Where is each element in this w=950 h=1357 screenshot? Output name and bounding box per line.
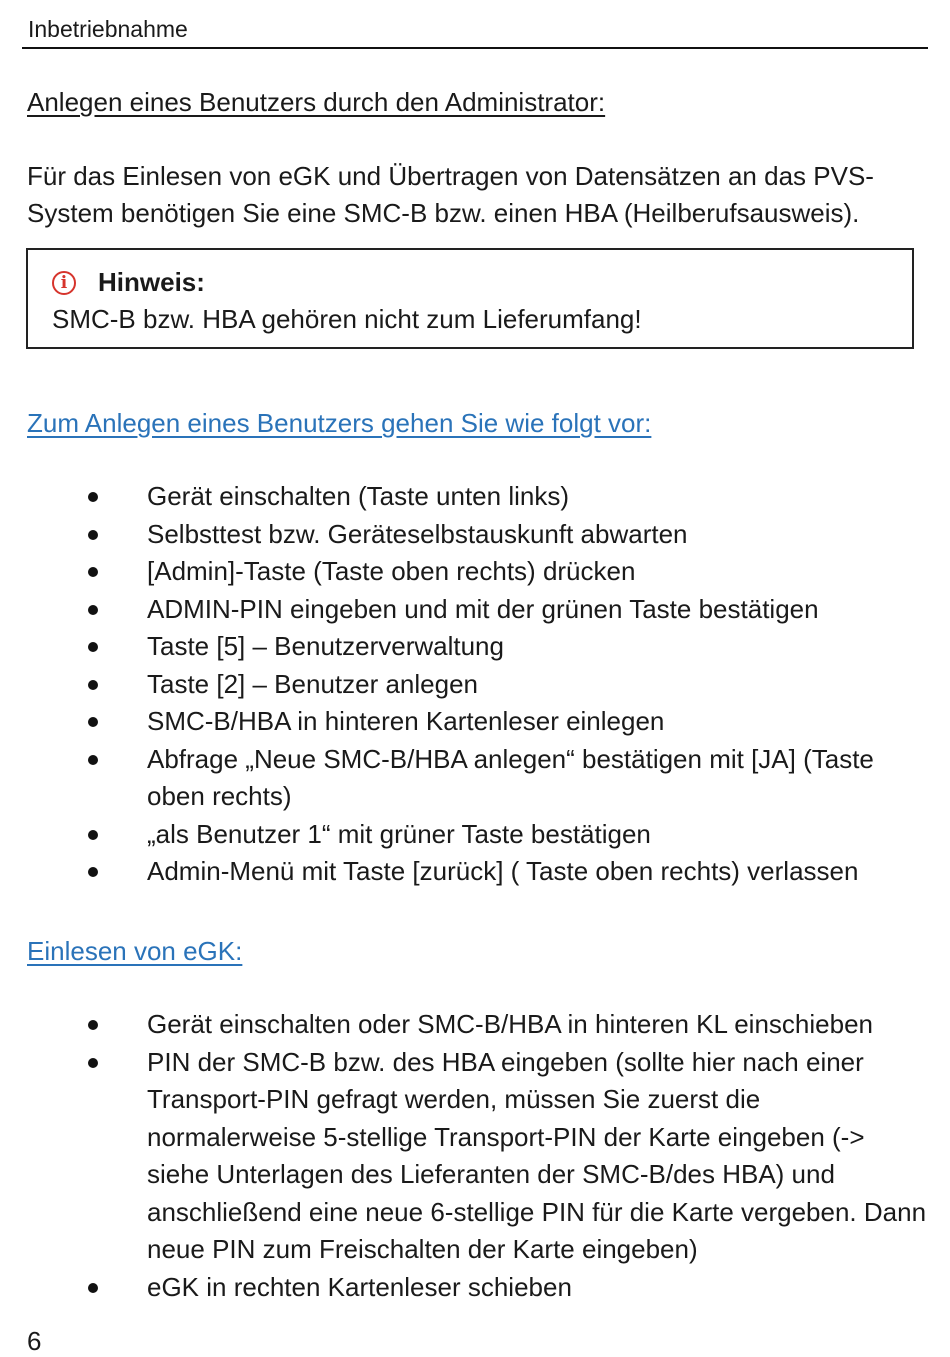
bullet-icon xyxy=(88,530,98,540)
list-item: eGK in rechten Kartenleser schieben xyxy=(0,1269,930,1307)
create-user-steps xyxy=(0,478,930,891)
bullet-icon xyxy=(88,1058,98,1068)
intro-paragraph: Für das Einlesen von eGK und Übertragen von Datensätzen an das PVS-System benötigen Sie eine SMC-B bzw. einen HBA (Heilberufsausweis). xyxy=(27,161,874,228)
list-item: „als Benutzer 1“ mit grüner Taste bestätigen xyxy=(0,816,930,854)
bullet-icon xyxy=(88,755,98,765)
bullet-icon xyxy=(88,492,98,502)
read-egk-steps xyxy=(0,1006,930,1306)
section-title-read-egk: Einlesen von eGK: xyxy=(27,936,243,966)
list-item: Gerät einschalten (Taste unten links) xyxy=(0,478,930,516)
list-item: Taste [5] – Benutzerverwaltung xyxy=(0,628,930,666)
bullet-icon xyxy=(88,867,98,877)
note-header xyxy=(52,264,912,301)
section-title-create-user: Zum Anlegen eines Benutzers gehen Sie wie folgt vor: xyxy=(27,408,652,438)
list-item: [Admin]-Taste (Taste oben rechts) drücken xyxy=(0,553,930,591)
bullet-icon xyxy=(88,605,98,615)
note-text: SMC-B bzw. HBA gehören nicht zum Lieferumfang! xyxy=(52,304,642,334)
list-item: Selbsttest bzw. Geräteselbstauskunft abwarten xyxy=(0,516,930,554)
bullet-icon xyxy=(88,1283,98,1293)
bullet-icon xyxy=(88,1020,98,1030)
page-number: 6 xyxy=(27,1326,42,1356)
bullet-icon xyxy=(88,680,98,690)
section-title-admin: Anlegen eines Benutzers durch den Administrator: xyxy=(27,87,606,117)
note-box xyxy=(26,248,914,349)
bullet-icon xyxy=(88,567,98,577)
list-item: Taste [2] – Benutzer anlegen xyxy=(0,666,930,704)
bullet-icon xyxy=(88,717,98,727)
list-item: Admin-Menü mit Taste [zurück] ( Taste oben rechts) verlassen xyxy=(0,853,930,891)
note-title: Hinweis: xyxy=(98,267,205,297)
list-item: Abfrage „Neue SMC-B/HBA anlegen“ bestätigen mit [JA] (Taste oben rechts) xyxy=(0,741,930,816)
bullet-icon xyxy=(88,830,98,840)
list-item: SMC-B/HBA in hinteren Kartenleser einlegen xyxy=(0,703,930,741)
list-item: Gerät einschalten oder SMC-B/HBA in hinteren KL einschieben xyxy=(0,1006,930,1044)
list-item: PIN der SMC-B bzw. des HBA eingeben (sollte hier nach einer Transport-PIN gefragt werden, müssen Sie zuerst die normalerweise 5-stellige Transport-PIN der Karte eingeben (-> siehe Unterlagen des Lieferanten der SMC-B/des HBA) und anschließend eine neue 6-stellige PIN für die Karte vergeben. Dann neue PIN zum Freischalten der Karte eingeben) xyxy=(0,1044,930,1269)
info-icon: i xyxy=(52,271,76,295)
bullet-icon xyxy=(88,642,98,652)
running-header: Inbetriebnahme xyxy=(22,14,928,49)
list-item: ADMIN-PIN eingeben und mit der grünen Taste bestätigen xyxy=(0,591,930,629)
